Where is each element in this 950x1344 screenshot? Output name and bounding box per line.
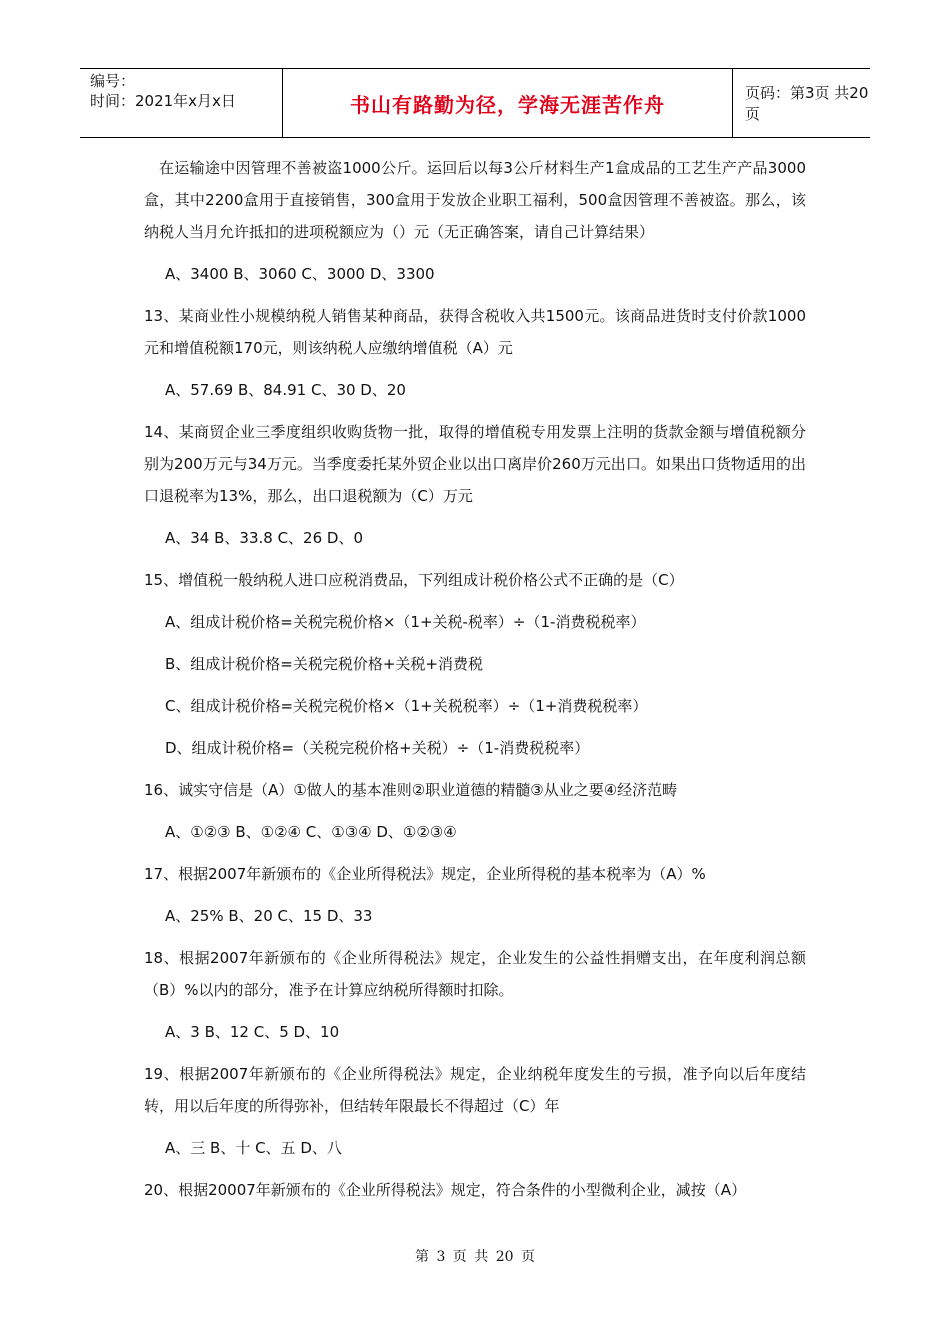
answer-option: B、组成计税价格=关税完税价格+关税+消费税 bbox=[165, 655, 483, 673]
page-footer: 第 3 页 共 20 页 bbox=[415, 1249, 535, 1265]
header-motto-cell bbox=[282, 69, 733, 137]
question: 14、某商贸企业三季度组织收购货物一批，取得的增值税专用发票上注明的货款金额与增值税额分别为200万元与34万元。当季度委托某外贸企业以出口离岸价260万元出口。如果出口货物适用的出口退税率为13%，那么，出口退税额为（C）万元 bbox=[144, 423, 806, 505]
answer-option: C、组成计税价格=关税完税价格×（1+关税税率）÷（1+消费税税率） bbox=[165, 697, 648, 715]
header-meta bbox=[80, 69, 282, 137]
answer-options: A、3400 B、3060 C、3000 D、3300 bbox=[165, 265, 435, 283]
question: 19、根据2007年新颁布的《企业所得税法》规定，企业纳税年度发生的亏损，准予向以后年度结转，用以后年度的所得弥补，但结转年限最长不得超过（C）年 bbox=[144, 1065, 806, 1115]
document-body bbox=[144, 152, 806, 1206]
answer-options: A、①②③ B、①②④ C、①③④ D、①②③④ bbox=[165, 823, 457, 841]
question: 17、根据2007年新颁布的《企业所得税法》规定，企业所得税的基本税率为（A）% bbox=[144, 865, 706, 883]
question: 13、某商业性小规模纳税人销售某种商品，获得含税收入共1500元。该商品进货时支付价款1000元和增值税额170元，则该纳税人应缴纳增值税（A）元 bbox=[144, 307, 806, 357]
answer-options: A、34 B、33.8 C、26 D、0 bbox=[165, 529, 363, 547]
answer-options: A、57.69 B、84.91 C、30 D、20 bbox=[165, 381, 406, 399]
paragraph: 在运输途中因管理不善被盗1000公斤。运回后以每3公斤材料生产1盒成品的工艺生产产品3000盒，其中2200盒用于直接销售，300盒用于发放企业职工福利，500盒因管理不善被盗。那么，该纳税人当月允许抵扣的进项税额应为（）元（无正确答案，请自己计算结果） bbox=[144, 159, 806, 241]
question: 16、诚实守信是（A）①做人的基本准则②职业道德的精髓③从业之要④经济范畴 bbox=[144, 781, 678, 799]
answer-options: A、25% B、20 C、15 D、33 bbox=[165, 907, 373, 925]
header-page-info bbox=[733, 69, 870, 137]
number-label: 编号： bbox=[90, 72, 136, 90]
page-header bbox=[80, 68, 870, 138]
motto-text: 书山有路勤为径，学海无涯苦作舟 bbox=[350, 92, 665, 117]
answer-option: D、组成计税价格=（关税完税价格+关税）÷（1-消费税税率） bbox=[165, 739, 590, 757]
question: 20、根据20007年新颁布的《企业所得税法》规定，符合条件的小型微利企业，减按（A） bbox=[144, 1181, 747, 1199]
time-label: 时间：2021年x月x日 bbox=[90, 92, 236, 110]
answer-options: A、3 B、12 C、5 D、10 bbox=[165, 1023, 340, 1041]
question: 18、根据2007年新颁布的《企业所得税法》规定，企业发生的公益性捐赠支出，在年度利润总额（B）%以内的部分，准予在计算应纳税所得额时扣除。 bbox=[144, 949, 806, 999]
question: 15、增值税一般纳税人进口应税消费品，下列组成计税价格公式不正确的是（C） bbox=[144, 571, 684, 589]
answer-option: A、组成计税价格=关税完税价格×（1+关税-税率）÷（1-消费税税率） bbox=[165, 613, 646, 631]
answer-options: A、三 B、十 C、五 D、八 bbox=[165, 1139, 342, 1157]
page-info-text: 页码：第3页 共20页 bbox=[745, 84, 869, 123]
